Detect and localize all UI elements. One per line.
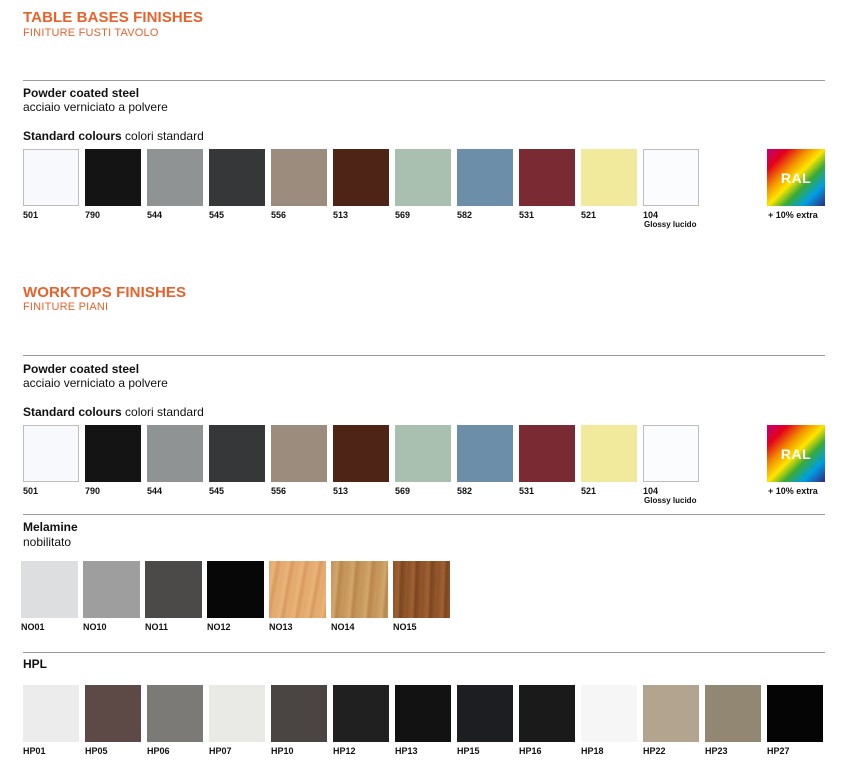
- swatch-code-label: 544: [147, 486, 163, 496]
- divider: [23, 80, 825, 81]
- color-swatch-556[interactable]: [271, 149, 327, 206]
- standard-colours-it: colori standard: [125, 129, 204, 143]
- color-swatch-531[interactable]: [519, 149, 575, 206]
- glossy-label: Glossy lucido: [644, 496, 697, 505]
- color-swatch-hp06[interactable]: [147, 685, 203, 742]
- swatch-code-label: 790: [85, 486, 101, 496]
- swatch-code-label: 513: [333, 210, 349, 220]
- swatch-code-label: 790: [85, 210, 101, 220]
- swatch-code-label: HP27: [767, 746, 790, 756]
- color-swatch-521[interactable]: [581, 149, 637, 206]
- standard-colours-label: [23, 129, 204, 143]
- color-swatch-513[interactable]: [333, 425, 389, 482]
- swatch-code-label: 544: [147, 210, 163, 220]
- divider: [23, 514, 825, 515]
- swatch-code-label: NO13: [269, 622, 293, 632]
- color-swatch-no14[interactable]: [331, 561, 388, 618]
- section-subtitle-table-bases: FINITURE FUSTI TAVOLO: [23, 27, 159, 39]
- swatch-code-label: HP15: [457, 746, 480, 756]
- swatch-code-label: 569: [395, 486, 411, 496]
- color-swatch-582[interactable]: [457, 425, 513, 482]
- color-swatch-no13[interactable]: [269, 561, 326, 618]
- swatch-code-label: HP13: [395, 746, 418, 756]
- color-swatch-569[interactable]: [395, 149, 451, 206]
- color-swatch-513[interactable]: [333, 149, 389, 206]
- ral-extra-label: + 10% extra: [768, 210, 818, 220]
- color-swatch-544[interactable]: [147, 425, 203, 482]
- ral-swatch[interactable]: RAL: [767, 149, 825, 206]
- swatch-code-label: NO15: [393, 622, 417, 632]
- section-title-table-bases: TABLE BASES FINISHES: [23, 9, 204, 26]
- swatch-code-label: 582: [457, 486, 473, 496]
- color-swatch-hp23[interactable]: [705, 685, 761, 742]
- color-swatch-no15[interactable]: [393, 561, 450, 618]
- standard-colours-it: colori standard: [125, 405, 204, 419]
- swatch-code-label: 521: [581, 210, 597, 220]
- swatch-code-label: HP22: [643, 746, 666, 756]
- color-swatch-hp05[interactable]: [85, 685, 141, 742]
- swatch-code-label: 501: [23, 486, 39, 496]
- swatch-code-label: NO10: [83, 622, 107, 632]
- color-swatch-501[interactable]: [23, 425, 79, 482]
- color-swatch-501[interactable]: [23, 149, 79, 206]
- color-swatch-582[interactable]: [457, 149, 513, 206]
- color-swatch-104[interactable]: [643, 425, 699, 482]
- hpl-title: HPL: [23, 657, 47, 671]
- color-swatch-hp22[interactable]: [643, 685, 699, 742]
- swatch-code-label: HP23: [705, 746, 728, 756]
- color-swatch-hp18[interactable]: [581, 685, 637, 742]
- color-swatch-hp27[interactable]: [767, 685, 823, 742]
- swatch-code-label: HP06: [147, 746, 170, 756]
- section-subtitle-worktops: FINITURE PIANI: [23, 301, 109, 313]
- swatch-code-label: HP12: [333, 746, 356, 756]
- swatch-code-label: NO11: [145, 622, 169, 632]
- divider: [23, 652, 825, 653]
- glossy-label: Glossy lucido: [644, 220, 697, 229]
- material-label: Powder coated steel: [23, 86, 140, 100]
- color-swatch-545[interactable]: [209, 149, 265, 206]
- color-swatch-hp12[interactable]: [333, 685, 389, 742]
- color-swatch-790[interactable]: [85, 425, 141, 482]
- section-title-worktops: WORKTOPS FINISHES: [23, 284, 187, 301]
- color-swatch-545[interactable]: [209, 425, 265, 482]
- color-swatch-556[interactable]: [271, 425, 327, 482]
- color-swatch-no12[interactable]: [207, 561, 264, 618]
- swatch-code-label: NO12: [207, 622, 231, 632]
- color-swatch-544[interactable]: [147, 149, 203, 206]
- color-swatch-569[interactable]: [395, 425, 451, 482]
- material-label: Powder coated steel: [23, 362, 140, 376]
- swatch-code-label: HP10: [271, 746, 294, 756]
- material-label-it: acciaio verniciato a polvere: [23, 100, 168, 114]
- color-swatch-521[interactable]: [581, 425, 637, 482]
- color-swatch-104[interactable]: [643, 149, 699, 206]
- material-label-it: acciaio verniciato a polvere: [23, 376, 168, 390]
- swatch-code-label: 545: [209, 210, 225, 220]
- swatch-code-label: 521: [581, 486, 597, 496]
- color-swatch-790[interactable]: [85, 149, 141, 206]
- color-swatch-hp15[interactable]: [457, 685, 513, 742]
- color-swatch-no01[interactable]: [21, 561, 78, 618]
- swatch-code-label: 556: [271, 210, 287, 220]
- swatch-code-label: 569: [395, 210, 411, 220]
- swatch-code-label: 545: [209, 486, 225, 496]
- swatch-code-label: 513: [333, 486, 349, 496]
- swatch-code-label: 531: [519, 210, 535, 220]
- swatch-code-label: HP16: [519, 746, 542, 756]
- swatch-code-label: NO01: [21, 622, 45, 632]
- melamine-title-it: nobilitato: [23, 535, 72, 549]
- swatch-code-label: 556: [271, 486, 287, 496]
- swatch-code-label: 531: [519, 486, 535, 496]
- swatch-code-label: 582: [457, 210, 473, 220]
- swatch-code-label: HP05: [85, 746, 108, 756]
- swatch-code-label: 104: [643, 486, 659, 496]
- standard-colours-en: Standard colours: [23, 129, 122, 143]
- color-swatch-531[interactable]: [519, 425, 575, 482]
- ral-extra-label: + 10% extra: [768, 486, 818, 496]
- standard-colours-label: [23, 405, 204, 419]
- swatch-code-label: 104: [643, 210, 659, 220]
- swatch-code-label: HP18: [581, 746, 604, 756]
- color-swatch-no11[interactable]: [145, 561, 202, 618]
- color-swatch-hp13[interactable]: [395, 685, 451, 742]
- swatch-code-label: 501: [23, 210, 39, 220]
- standard-colours-en: Standard colours: [23, 405, 122, 419]
- color-swatch-hp01[interactable]: [23, 685, 79, 742]
- color-swatch-hp07[interactable]: [209, 685, 265, 742]
- divider: [23, 355, 825, 356]
- swatch-code-label: NO14: [331, 622, 355, 632]
- swatch-code-label: HP07: [209, 746, 232, 756]
- color-swatch-no10[interactable]: [83, 561, 140, 618]
- ral-swatch[interactable]: RAL: [767, 425, 825, 482]
- melamine-title: Melamine: [23, 520, 78, 534]
- swatch-code-label: HP01: [23, 746, 46, 756]
- color-swatch-hp10[interactable]: [271, 685, 327, 742]
- color-swatch-hp16[interactable]: [519, 685, 575, 742]
